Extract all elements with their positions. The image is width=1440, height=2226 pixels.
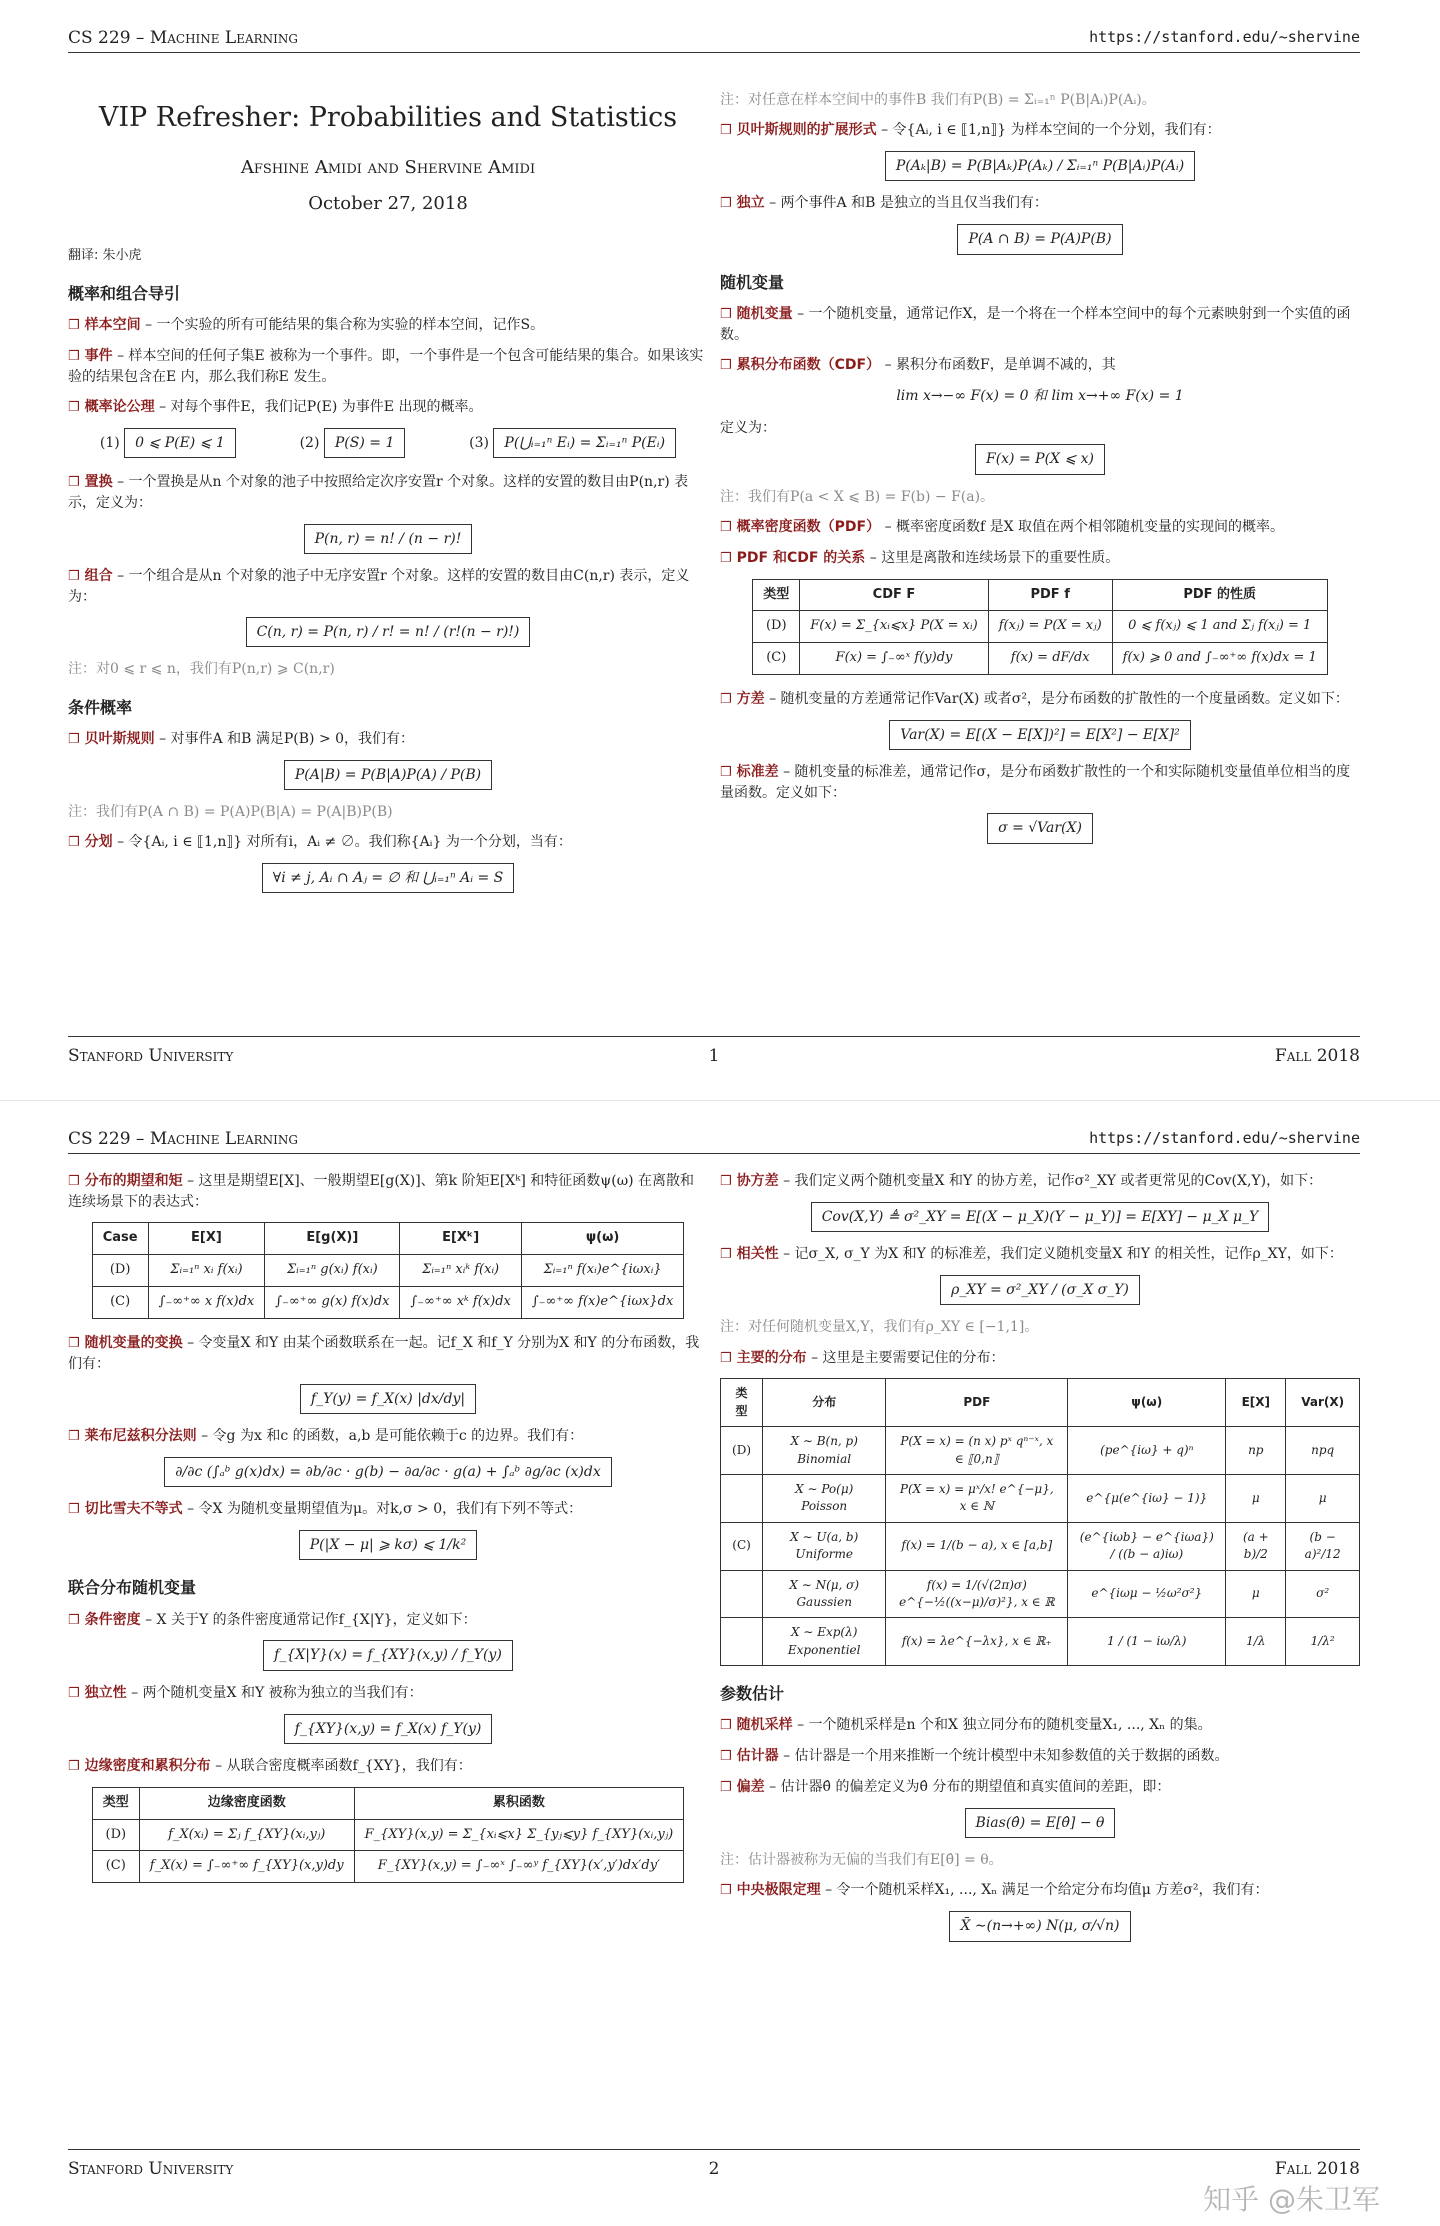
bullet-icon: ❒ bbox=[720, 765, 732, 781]
formula-box: Var(X) = E[(X − E[X])²] = E[X²] − E[X]² bbox=[889, 720, 1190, 750]
right-column bbox=[720, 90, 1360, 856]
bullet-icon: ❒ bbox=[68, 835, 80, 851]
remark: 注：对任意在样本空间中的事件B 我们有P(B) = Σᵢ₌₁ⁿ P(B|Aᵢ)P(Aᵢ)。 bbox=[720, 92, 1156, 108]
formula-box: ∀i ≠ j, Aᵢ ∩ Aⱼ = ∅ 和 ⋃ᵢ₌₁ⁿ Aᵢ = S bbox=[262, 863, 514, 893]
definition-item: ❒ 随机变量的变换 – 令变量X 和Y 由某个函数联系在一起。记f_X 和f_Y 分别为X 和Y 的分布函数，我们有： bbox=[68, 1334, 700, 1372]
formula-box: ρ_XY = σ²_XY / (σ_X σ_Y) bbox=[940, 1275, 1140, 1305]
page-number: 2 bbox=[708, 2159, 720, 2179]
table-header: PDF f bbox=[988, 579, 1112, 611]
definition-item: ❒ 组合 – 一个组合是从n 个对象的池子中无序安置r 个对象。这样的安置的数目由C(n,r) 表示，定义为： bbox=[68, 567, 690, 605]
table-row: (C) F(x) = ∫₋∞ˣ f(y)dy f(x) = dF/dx f(x) ⩾ 0 and ∫₋∞⁺∞ f(x)dx = 1 bbox=[753, 643, 1328, 675]
marginal-table: 类型 边缘密度函数 累积函数 (D) f_X(xᵢ) = Σⱼ f_{XY}(xᵢ,yⱼ) F_{XY}(x,y) = Σ_{xᵢ⩽x} Σ_{yⱼ⩽y} f_{XY}(xᵢ,yⱼ) (C) f_X(x) = ∫₋∞⁺∞ f_{XY}(x,y)dy F_{XY}(x,y) = ∫₋∞ˣ ∫₋∞ʸ f_{XY}(x′,y′)dx′dy′ bbox=[92, 1787, 684, 1884]
formula-box: Cov(X,Y) ≜ σ²_XY = E[(X − μ_X)(Y − μ_Y)] = E[XY] − μ_X μ_Y bbox=[811, 1202, 1270, 1232]
definition-item: ❒ 概率密度函数（PDF） – 概率密度函数f 是X 取值在两个相邻随机变量的实现间的概率。 bbox=[720, 518, 1285, 535]
definition-item: ❒ 边缘密度和累积分布 – 从联合密度概率函数f_{XY}，我们有： bbox=[68, 1757, 472, 1774]
left-column bbox=[68, 1171, 708, 1897]
table-row: (C) X ∼ U(a, b) Uniforme f(x) = 1/(b − a), x ∈ [a,b] (e^{iωb} − e^{iωa}) / ((b − a)iω) (a + b)/2 (b − a)²/12 bbox=[721, 1522, 1360, 1570]
course-name: CS 229 – Machine Learning bbox=[68, 1129, 299, 1149]
page-header bbox=[68, 1129, 1360, 1149]
bullet-icon: ❒ bbox=[720, 1749, 732, 1765]
bullet-icon: ❒ bbox=[68, 568, 80, 584]
term: Fall 2018 bbox=[1274, 2159, 1360, 2179]
definition-item: ❒ 偏差 – 估计器θ̂ 的偏差定义为θ̂ 分布的期望值和真实值间的差距，即： bbox=[720, 1778, 1171, 1795]
course-name: CS 229 – Machine Learning bbox=[68, 28, 299, 48]
footer-rule bbox=[68, 1036, 1360, 1037]
bullet-icon: ❒ bbox=[720, 519, 732, 535]
doc-title: VIP Refresher: Probabilities and Statistics bbox=[98, 102, 678, 133]
definition-item: ❒ 方差 – 随机变量的方差通常记作Var(X) 或者σ²，是分布函数的扩散性的一个度量函数。定义如下： bbox=[720, 691, 1349, 708]
bullet-icon: ❒ bbox=[720, 357, 732, 373]
formula-box: X̄ ∼(n→+∞) N(μ, σ/√n) bbox=[949, 1911, 1130, 1941]
bullet-icon: ❒ bbox=[68, 731, 80, 747]
bullet-icon: ❒ bbox=[720, 1779, 732, 1795]
formula-box: ∂/∂c (∫ₐᵇ g(x)dx) = ∂b/∂c · g(b) − ∂a/∂c · g(a) + ∫ₐᵇ ∂g/∂c (x)dx bbox=[164, 1457, 611, 1487]
doc-date: October 27, 2018 bbox=[308, 193, 468, 215]
definition-item: ❒ 主要的分布 – 这里是主要需要记住的分布： bbox=[720, 1349, 1005, 1366]
definition-item: ❒ PDF 和CDF 的关系 – 这里是离散和连续场景下的重要性质。 bbox=[720, 549, 1120, 566]
section-heading: 参数估计 bbox=[720, 1684, 785, 1704]
remark: 注：我们有P(a < X ⩽ B) = F(b) − F(a)。 bbox=[720, 488, 995, 505]
bullet-icon: ❒ bbox=[68, 318, 80, 334]
right-column bbox=[720, 1171, 1360, 1954]
definition-item: ❒ 样本空间 – 一个实验的所有可能结果的集合称为实验的样本空间，记作S。 bbox=[68, 317, 545, 334]
table-row: (C) f_X(x) = ∫₋∞⁺∞ f_{XY}(x,y)dy F_{XY}(x,y) = ∫₋∞ˣ ∫₋∞ʸ f_{XY}(x′,y′)dx′dy′ bbox=[92, 1851, 683, 1883]
bullet-icon: ❒ bbox=[68, 1758, 80, 1774]
formula-box: f_{X|Y}(x) = f_{XY}(x,y) / f_Y(y) bbox=[263, 1640, 513, 1670]
section-heading: 概率和组合导引 bbox=[68, 284, 181, 304]
formula-box: P(⋃ᵢ₌₁ⁿ Eᵢ) = Σᵢ₌₁ⁿ P(Eᵢ) bbox=[493, 428, 676, 458]
bullet-icon: ❒ bbox=[720, 196, 732, 212]
watermark: 知乎 @朱卫军 bbox=[1203, 2183, 1380, 2216]
bullet-icon: ❒ bbox=[68, 400, 80, 416]
institution: Stanford University bbox=[68, 2159, 234, 2179]
definition-item: ❒ 标准差 – 随机变量的标准差，通常记作σ，是分布函数扩散性的一个和实际随机变量值单位相当的度量函数。定义如下： bbox=[720, 764, 1351, 802]
bullet-icon: ❒ bbox=[720, 1883, 732, 1899]
definition-item: ❒ 独立性 – 两个随机变量X 和Y 被称为独立的当我们有： bbox=[68, 1684, 423, 1701]
header-rule bbox=[68, 1153, 1360, 1154]
formula-box: 0 ⩽ P(E) ⩽ 1 bbox=[124, 428, 236, 458]
definition-item: ❒ 条件密度 – X 关于Y 的条件密度通常记作f_{X|Y}，定义如下： bbox=[68, 1611, 477, 1628]
section-heading: 联合分布随机变量 bbox=[68, 1578, 197, 1598]
formula-box: P(|X − μ| ⩾ kσ) ⩽ 1/k² bbox=[299, 1530, 478, 1560]
table-row: (D) Σᵢ₌₁ⁿ xᵢ f(xᵢ) Σᵢ₌₁ⁿ g(xᵢ) f(xᵢ) Σᵢ₌₁ⁿ xᵢᵏ f(xᵢ) Σᵢ₌₁ⁿ f(xᵢ)e^{iωxᵢ} bbox=[92, 1254, 684, 1286]
formula-box: P(A ∩ B) = P(A)P(B) bbox=[957, 224, 1122, 254]
table-header: PDF 的性质 bbox=[1112, 579, 1327, 611]
bullet-icon: ❒ bbox=[720, 123, 732, 139]
formula-box: f_{XY}(x,y) = f_X(x) f_Y(y) bbox=[284, 1714, 493, 1744]
cdf-limits: lim x→−∞ F(x) = 0 和 lim x→+∞ F(x) = 1 bbox=[896, 387, 1184, 404]
term: Fall 2018 bbox=[1274, 1046, 1360, 1066]
bullet-icon: ❒ bbox=[68, 1685, 80, 1701]
page-number: 1 bbox=[708, 1046, 720, 1066]
formula-box: P(S) = 1 bbox=[324, 428, 405, 458]
page-1 bbox=[0, 0, 1440, 1080]
bullet-icon: ❒ bbox=[720, 1718, 732, 1734]
moments-table: Case E[X] E[g(X)] E[Xᵏ] ψ(ω) (D) Σᵢ₌₁ⁿ xᵢ f(xᵢ) Σᵢ₌₁ⁿ g(xᵢ) f(xᵢ) Σᵢ₌₁ⁿ xᵢᵏ f(xᵢ) Σᵢ₌₁ⁿ f(xᵢ)e^{iωxᵢ} (C) ∫₋∞⁺∞ x f(x)dx ∫₋∞⁺∞ g(x) f(x)dx ∫₋∞⁺∞ xᵏ f(x)dx ∫₋∞⁺∞ f(x)e^{iωx}dx bbox=[92, 1222, 685, 1319]
definition-item: ❒ 累积分布函数（CDF） – 累积分布函数F，是单调不减的，其 bbox=[720, 356, 1116, 373]
bullet-icon: ❒ bbox=[720, 550, 732, 566]
bullet-icon: ❒ bbox=[68, 349, 80, 365]
definition-item: ❒ 分划 – 令{Aᵢ, i ∈ ⟦1,n⟧} 对所有i，Aᵢ ≠ ∅。我们称{Aᵢ} 为一个分划，当有： bbox=[68, 834, 572, 851]
footer-rule bbox=[68, 2149, 1360, 2150]
definition-item: ❒ 估计器 – 估计器是一个用来推断一个统计模型中未知参数值的关于数据的函数。 bbox=[720, 1748, 1229, 1765]
definition-item: ❒ 置换 – 一个置换是从n 个对象的池子中按照给定次序安置r 个对象。这样的安置的数目由P(n,r) 表示，定义为： bbox=[68, 474, 689, 512]
formula-box: C(n, r) = P(n, r) / r! = n! / (r!(n − r)!) bbox=[246, 617, 531, 647]
definition-item: ❒ 概率论公理 – 对每个事件E，我们记P(E) 为事件E 出现的概率。 bbox=[68, 399, 483, 416]
bullet-icon: ❒ bbox=[720, 1174, 732, 1189]
definition-item: ❒ 随机采样 – 一个随机采样是n 个和X 独立同分布的随机变量X₁, ..., Xₙ 的集。 bbox=[720, 1717, 1212, 1734]
page-footer bbox=[68, 2159, 1360, 2179]
bullet-icon: ❒ bbox=[68, 475, 80, 491]
header-rule bbox=[68, 52, 1360, 53]
header-url[interactable]: https://stanford.edu/~shervine bbox=[1089, 28, 1360, 46]
table-row: X ∼ N(μ, σ) Gaussien f(x) = 1/(√(2π)σ) e^{−½((x−μ)/σ)²}, x ∈ ℝ e^{iωμ − ½ω²σ²} μ σ² bbox=[721, 1570, 1360, 1618]
page-header bbox=[68, 28, 1360, 48]
section-heading: 随机变量 bbox=[720, 272, 785, 292]
table-header: CDF F bbox=[800, 579, 988, 611]
definition-item: ❒ 中央极限定理 – 令一个随机采样X₁, ..., Xₙ 满足一个给定分布均值μ 方差σ²，我们有： bbox=[720, 1882, 1269, 1899]
remark: 注：我们有P(A ∩ B) = P(A)P(B|A) = P(A|B)P(B) bbox=[68, 803, 393, 820]
formula-box: f_Y(y) = f_X(x) |dx/dy| bbox=[300, 1384, 476, 1414]
formula-box: σ = √Var(X) bbox=[987, 813, 1093, 843]
definition-item: ❒ 切比雪夫不等式 – 令X 为随机变量期望值为μ。对k,σ > 0，我们有下列不等式： bbox=[68, 1501, 583, 1518]
table-row: X ∼ Exp(λ) Exponentiel f(x) = λe^{−λx}, x ∈ ℝ₊ 1 / (1 − iω/λ) 1/λ 1/λ² bbox=[721, 1618, 1360, 1666]
table-header: 类型 bbox=[753, 579, 800, 611]
formula-box: P(A|B) = P(B|A)P(A) / P(B) bbox=[284, 760, 492, 790]
formula-box: P(n, r) = n! / (n − r)! bbox=[304, 524, 473, 554]
definition-item: ❒ 贝叶斯规则的扩展形式 – 令{Aᵢ, i ∈ ⟦1,n⟧} 为样本空间的一个分划，我们有： bbox=[720, 122, 1221, 139]
bullet-icon: ❒ bbox=[68, 1502, 80, 1518]
bullet-icon: ❒ bbox=[720, 1247, 732, 1263]
formula-box: P(Aₖ|B) = P(B|Aₖ)P(Aₖ) / Σᵢ₌₁ⁿ P(B|Aᵢ)P(Aᵢ) bbox=[885, 151, 1195, 181]
definition-item: ❒ 贝叶斯规则 – 对事件A 和B 满足P(B) > 0，我们有： bbox=[68, 730, 415, 747]
header-url[interactable]: https://stanford.edu/~shervine bbox=[1089, 1129, 1360, 1147]
left-column bbox=[68, 70, 708, 905]
bullet-icon: ❒ bbox=[68, 1174, 80, 1189]
definition-item: ❒ 分布的期望和矩 – 这里是期望E[X]、一般期望E[g(X)]、第k 阶矩E[Xᵏ] 和特征函数ψ(ω) 在离散和连续场景下的表达式： bbox=[68, 1173, 695, 1210]
definition-label: 定义为： bbox=[720, 420, 776, 437]
institution: Stanford University bbox=[68, 1046, 234, 1066]
table-row: (D) f_X(xᵢ) = Σⱼ f_{XY}(xᵢ,yⱼ) F_{XY}(x,y) = Σ_{xᵢ⩽x} Σ_{yⱼ⩽y} f_{XY}(xᵢ,yⱼ) bbox=[92, 1819, 683, 1851]
table-row: X ∼ Po(μ) Poisson P(X = x) = μˣ/x! e^{−μ}, x ∈ ℕ e^{μ(e^{iω} − 1)} μ μ bbox=[721, 1474, 1360, 1522]
definition-item: ❒ 独立 – 两个事件A 和B 是独立的当且仅当我们有： bbox=[720, 195, 1048, 212]
page-footer bbox=[68, 1046, 1360, 1066]
definition-item: ❒ 协方差 – 我们定义两个随机变量X 和Y 的协方差，记作σ²_XY 或者更常见的Cov(X,Y)，如下： bbox=[720, 1173, 1323, 1189]
bullet-icon: ❒ bbox=[720, 306, 732, 322]
bullet-icon: ❒ bbox=[720, 1350, 732, 1366]
bullet-icon: ❒ bbox=[68, 1429, 80, 1445]
axioms-formulas: (1) 0 ⩽ P(E) ⩽ 1 (2) P(S) = 1 (3) P(⋃ᵢ₌₁ⁿ Eᵢ) = Σᵢ₌₁ⁿ P(Eᵢ) bbox=[68, 428, 708, 458]
table-row: (C) ∫₋∞⁺∞ x f(x)dx ∫₋∞⁺∞ g(x) f(x)dx ∫₋∞⁺∞ xᵏ f(x)dx ∫₋∞⁺∞ f(x)e^{iωx}dx bbox=[92, 1286, 684, 1318]
distributions-table: 类型 分布 PDF ψ(ω) E[X] Var(X) (D) X ∼ B(n, p) Binomial P(X = x) = (n x) pˣ qⁿ⁻ˣ, x ∈ ⟦0,n⟧ (pe^{iω} + q)ⁿ np npq X ∼ Po(μ) Poisson P(X = x) = μˣ/x! e^{−μ}, x ∈ ℕ e^{μ(e^{iω} − 1)} μ μ (C) X ∼ U(a, b) Uniforme f(x) = 1/(b − a), x ∈ [a,b] (e^{iωb} − e^{iωa}) / ((b − a)iω) (a + b)/2 (b − a)²/12 X ∼ N(μ, σ) Gaussien f(x) = 1/(√(2π)σ) e^{−½((x−μ)/σ)²}, x ∈ ℝ e^{iωμ − ½ω²σ²} μ σ² X ∼ Exp(λ) Exponentiel f(x) = λe^{−λx}, x ∈ ℝ₊ 1 / (1 − iω/λ) 1/λ 1/λ² bbox=[720, 1378, 1360, 1666]
pdf-cdf-table bbox=[752, 579, 1328, 676]
bullet-icon: ❒ bbox=[720, 692, 732, 708]
remark: 注：对任何随机变量X,Y，我们有ρ_XY ∈ [−1,1]。 bbox=[720, 1319, 1039, 1336]
bullet-icon: ❒ bbox=[68, 1335, 80, 1351]
remark: 注：对0 ⩽ r ⩽ n，我们有P(n,r) ⩾ C(n,r) bbox=[68, 661, 335, 678]
section-heading: 条件概率 bbox=[68, 697, 133, 717]
definition-item: ❒ 莱布尼兹积分法则 – 令g 为x 和c 的函数，a,b 是可能依赖于c 的边界。我们有： bbox=[68, 1428, 584, 1445]
table-row: (D) X ∼ B(n, p) Binomial P(X = x) = (n x) pˣ qⁿ⁻ˣ, x ∈ ⟦0,n⟧ (pe^{iω} + q)ⁿ np npq bbox=[721, 1427, 1360, 1475]
definition-item: ❒ 相关性 – 记σ_X, σ_Y 为X 和Y 的标准差，我们定义随机变量X 和Y 的相关性，记作ρ_XY，如下： bbox=[720, 1246, 1343, 1263]
translator: 翻译: 朱小虎 bbox=[68, 248, 142, 264]
page-2 bbox=[0, 1100, 1440, 2226]
formula-box: Bias(θ̂) = E[θ̂] − θ bbox=[965, 1808, 1116, 1838]
formula-box: F(x) = P(X ⩽ x) bbox=[975, 444, 1105, 474]
doc-authors: Afshine Amidi and Shervine Amidi bbox=[240, 157, 536, 179]
definition-item: ❒ 随机变量 – 一个随机变量，通常记作X，是一个将在一个样本空间中的每个元素映射到一个实值的函数。 bbox=[720, 305, 1351, 343]
bullet-icon: ❒ bbox=[68, 1612, 80, 1628]
table-row: (D) F(x) = Σ_{xᵢ⩽x} P(X = xᵢ) f(xⱼ) = P(X = xⱼ) 0 ⩽ f(xⱼ) ⩽ 1 and Σⱼ f(xⱼ) = 1 bbox=[753, 611, 1328, 643]
definition-item: ❒ 事件 – 样本空间的任何子集E 被称为一个事件。即，一个事件是一个包含可能结果的集合。如果该实验的结果包含在E 内，那么我们称E 发生。 bbox=[68, 348, 704, 386]
remark: 注：估计器被称为无偏的当我们有E[θ̂] = θ。 bbox=[720, 1852, 1003, 1869]
